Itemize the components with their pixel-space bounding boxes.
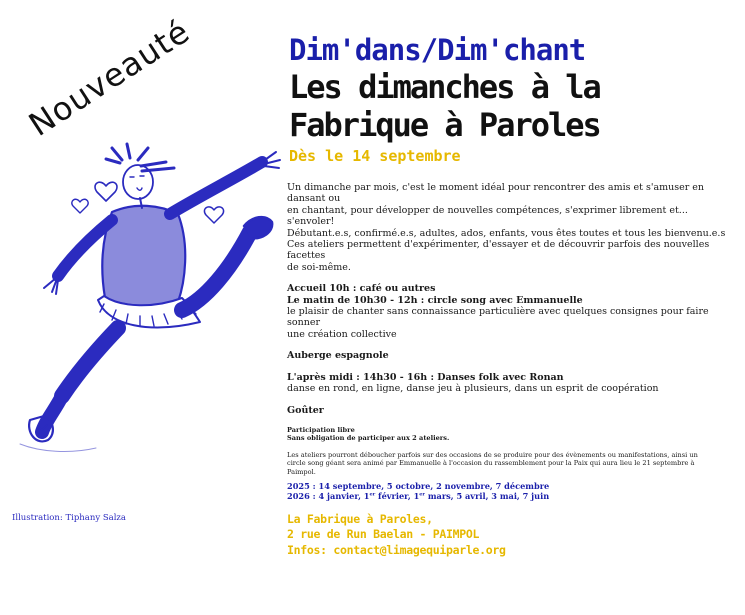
intro-line: en chantant, pour développer de nouvelles compétences, s'exprimer librement et... s'envoler! xyxy=(287,204,688,228)
headline-line-2: Fabrique à Paroles xyxy=(289,106,600,144)
note-line: circle song géant sera animé par Emmanuelle à l'occasion du rassemblement pour la Paix qui aura lieu le 21 septembre à xyxy=(287,459,695,468)
note-line: Paimpol. xyxy=(287,467,316,476)
program-gouter: Goûter xyxy=(287,404,324,416)
headline-line-1: Les dimanches à la xyxy=(289,68,600,106)
start-date-subtitle: Dès le 14 septembre xyxy=(289,147,461,165)
participation-line: Sans obligation de participer aux 2 ateliers. xyxy=(287,434,450,443)
note-line: Les ateliers pourront déboucher parfois sur des occasions de se produire pour des évènements ou manifestations, ainsi un xyxy=(287,450,698,459)
nouveaute-stamp: Nouveauté xyxy=(22,12,197,144)
intro-line: Ces ateliers permettent d'expérimenter, d'essayer et de découvrir parfois des nouvelles facettes xyxy=(287,239,710,262)
intro-line: Un dimanche par mois, c'est le moment idéal pour rencontrer des amis et s'amuser en dansant ou xyxy=(287,182,705,205)
intro-line: Débutant.e.s, confirmé.e.s, adultes, ados, enfants, vous êtes toutes et tous les bienvenu.e.s xyxy=(287,227,726,239)
dates-2025: 2025 : 14 septembre, 5 octobre, 2 novembre, 7 décembre xyxy=(287,480,550,491)
contact-email[interactable]: Infos: contact@limagequiparle.org xyxy=(287,542,506,557)
program-accueil: Accueil 10h : café ou autres xyxy=(287,283,436,295)
participation-line: Participation libre xyxy=(287,425,355,434)
program-morning-desc: une création collective xyxy=(287,328,397,340)
illustration-credit: Illustration: Tiphany Salza xyxy=(12,513,126,523)
event-title: Dim'dans/Dim'chant xyxy=(289,33,586,67)
intro-line: de soi-même. xyxy=(287,261,351,273)
program-afternoon: L'après midi : 14h30 - 16h : Danses folk avec Ronan xyxy=(287,371,564,383)
event-description xyxy=(287,182,737,558)
program-morning: Le matin de 10h30 - 12h : circle song avec Emmanuelle xyxy=(287,294,583,306)
venue-name: La Fabrique à Paroles, xyxy=(287,511,433,526)
program-afternoon-desc: danse en rond, en ligne, danse jeu à plusieurs, dans un esprit de coopération xyxy=(287,383,659,395)
dates-2026: 2026 : 4 janvier, 1er février, 1er mars, 5 avril, 3 mai, 7 juin xyxy=(287,491,550,502)
program-auberge: Auberge espagnole xyxy=(287,350,389,362)
program-morning-desc: le plaisir de chanter sans connaissance particulière avec quelques consignes pour faire sonner xyxy=(287,306,709,329)
venue-address: 2 rue de Run Baelan - PAIMPOL xyxy=(287,527,480,542)
